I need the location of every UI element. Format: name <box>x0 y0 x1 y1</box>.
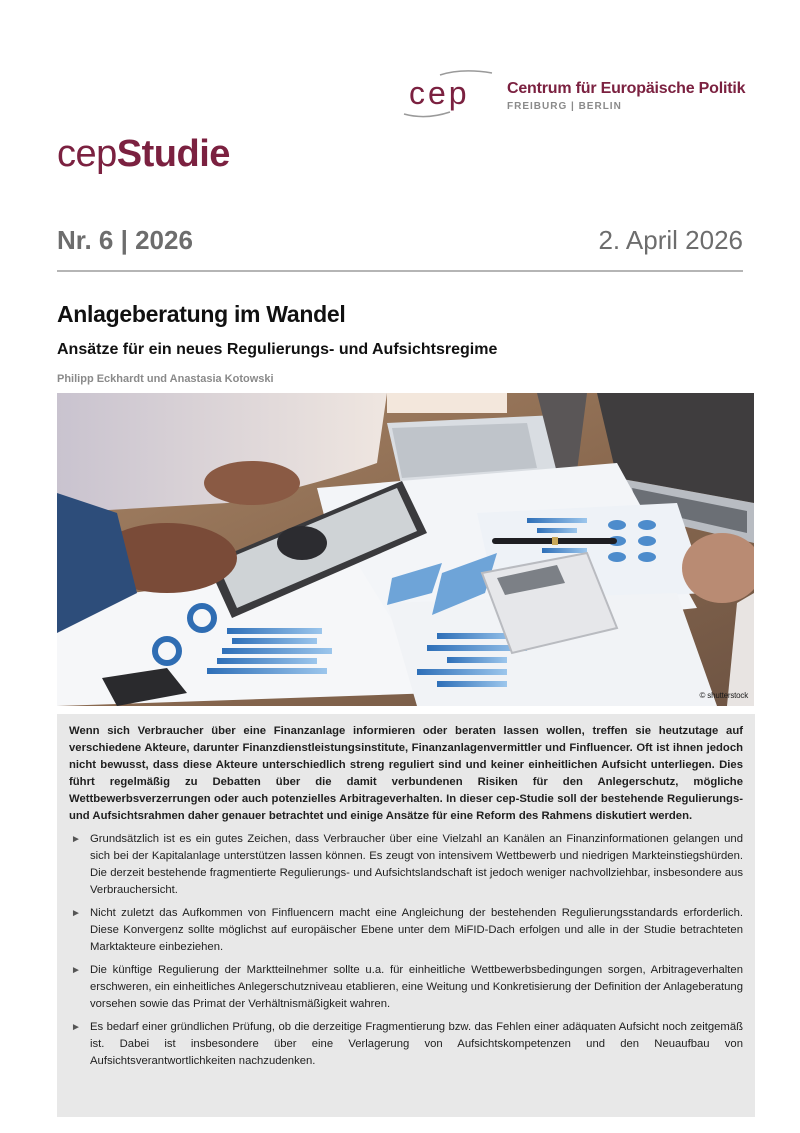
svg-text:cep: cep <box>409 75 470 111</box>
publication-date: 2. April 2026 <box>598 225 743 255</box>
key-point <box>69 962 743 1013</box>
triangle-right-icon: ► <box>71 1022 81 1033</box>
triangle-right-icon: ► <box>71 908 81 919</box>
issue-number: Nr. 6 | 2026 <box>57 225 193 255</box>
organization-name: Centrum für Europäische Politik <box>507 80 746 97</box>
organization-locations: FREIBURG | BERLIN <box>507 101 622 112</box>
key-point <box>69 831 743 899</box>
summary-box <box>57 714 755 1117</box>
key-point-text: Nicht zuletzt das Aufkommen von Finfluencern macht eine Angleichung der bestehenden Regulierungsstandards erforderlich. Diese Konvergenz sollte möglichst auf europäischer Ebene unter dem MiFID-Dach erfolgen und alle in der Studie betrachteten Marktakteure einbeziehen. <box>90 907 743 953</box>
series-title <box>57 133 230 176</box>
header-divider <box>57 270 743 272</box>
cover-photo-illustration <box>57 393 754 706</box>
key-point-text: Es bedarf einer gründlichen Prüfung, ob die derzeitige Fragmentierung bzw. das Fehlen einer adäquaten Aufsicht noch zeitgemäß ist. Dabei ist insbesondere über eine Verlagerung von Aufsichtskompetenzen und den Neuaufbau von Aufsichtsverantwortlichkeiten nachzudenken. <box>90 1021 743 1067</box>
cep-logo <box>400 66 750 122</box>
page-subtitle: Ansätze für ein neues Regulierungs- und Aufsichtsregime <box>57 341 498 358</box>
cep-logo-mark <box>400 66 506 122</box>
page-title: Anlageberatung im Wandel <box>57 301 346 327</box>
key-points-list <box>69 831 743 1070</box>
series-prefix: cep <box>57 133 117 175</box>
key-point <box>69 1019 743 1070</box>
key-point-text: Die künftige Regulierung der Marktteilnehmer sollte u.a. für einheitliche Wettbewerbsbedingungen sorgen, Arbitrageverhalten erschweren, ein einheitliches Anlegerschutzniveau etablieren, eine Weitung und Konkretisierung der Definition der Anlageberatung vorsehen sowie das Primat der Verhältnismäßigkeit wahren. <box>90 964 743 1010</box>
key-point-text: Grundsätzlich ist es ein gutes Zeichen, dass Verbraucher über eine Vielzahl an Kanälen an Finanzinformationen gelangen und sich bei der Kapitalanlage unterstützen lassen können. Es zeugt von intensivem Wettbewerb und niedrigen Markteinstiegshürden. Die derzeit bestehende fragmentierte Regulierungs- und Aufsichtslandschaft ist jedoch weniger nachvollziehbar, insbesondere aus Verbrauchersicht. <box>90 833 743 896</box>
image-credit: © shutterstock <box>699 691 748 700</box>
summary-intro: Wenn sich Verbraucher über eine Finanzanlage informieren oder beraten lassen wollen, treffen sie heutzutage auf verschiedene Akteure, darunter Finanzdienstleistungsinstitute, Finanzanlagenvermittler und Finfluencer. Oft ist ihnen jedoch nicht bewusst, dass diese Akteure unterschiedlich streng reguliert sind und keiner einheitlichen Aufsicht unterliegen. Dies führt regelmäßig zu Debatten über die damit verbundenen Risiken für den Anlegerschutz, mögliche Wettbewerbsverzerrungen oder auch potenzielles Arbitrageverhalten. In dieser cep-Studie soll der bestehende Regulierungs- und Aufsichtsrahmen daher genauer betrachtet und einige Ansätze für eine Reform des Rahmens diskutiert werden. <box>69 725 743 822</box>
triangle-right-icon: ► <box>71 834 81 845</box>
cover-image <box>57 393 754 706</box>
series-name: Studie <box>116 133 230 175</box>
triangle-right-icon: ► <box>71 965 81 976</box>
key-point <box>69 905 743 956</box>
authors: Philipp Eckhardt und Anastasia Kotowski <box>57 373 274 385</box>
